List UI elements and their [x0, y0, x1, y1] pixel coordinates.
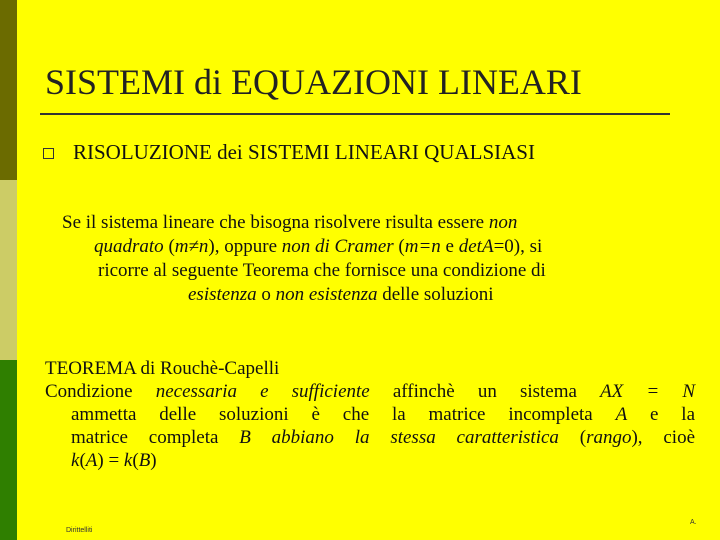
intro-text: (	[163, 236, 175, 257]
theorem-line-1	[45, 380, 695, 403]
intro-italic: m≠n	[174, 236, 209, 257]
intro-italic: non di Cramer	[281, 236, 394, 257]
intro-line-2	[62, 235, 690, 259]
theorem-line-2	[45, 403, 695, 426]
theorem-text: affinchè un sistema	[369, 381, 601, 402]
theorem-line-4	[45, 449, 695, 472]
theorem-text: matrice completa	[71, 427, 240, 448]
theorem-italic: AX = N	[600, 381, 695, 402]
theorem-italic: necessaria e sufficiente	[155, 381, 370, 402]
theorem-heading: TEOREMA di Rouchè-Capelli	[45, 358, 280, 379]
intro-line-4	[62, 283, 690, 307]
bullet-heading: RISOLUZIONE dei SISTEMI LINEARI QUALSIASI	[73, 140, 535, 164]
intro-paragraph	[62, 211, 690, 307]
theorem-text: ), cioè	[631, 427, 696, 448]
intro-text: (	[393, 236, 405, 257]
theorem-italic: A	[85, 450, 98, 471]
theorem-text: (	[132, 450, 139, 471]
theorem-italic: rango	[586, 427, 632, 448]
theorem-text: ) =	[97, 450, 124, 471]
intro-line-3: ricorre al seguente Teorema che fornisce una condizione di	[98, 260, 546, 281]
intro-italic: m=n	[404, 236, 441, 257]
intro-line-1	[62, 211, 690, 235]
left-strip-middle	[0, 180, 17, 360]
title-underline	[40, 113, 670, 115]
left-strip-top	[0, 0, 17, 180]
intro-text: Se il sistema lineare che bisogna risolvere risulta essere	[62, 212, 489, 233]
theorem-text: (	[558, 427, 587, 448]
intro-text: ), oppure	[208, 236, 282, 257]
theorem-line-3	[45, 426, 695, 449]
theorem-italic: B abbiano la stessa caratteristica	[239, 427, 559, 448]
theorem-text: )	[150, 450, 157, 471]
theorem-text: e la	[627, 404, 696, 425]
footer-mark: A.	[690, 519, 697, 526]
intro-text: e	[440, 236, 459, 257]
intro-italic: quadrato	[94, 236, 164, 257]
theorem-italic: B	[138, 450, 151, 471]
theorem-text: (	[79, 450, 86, 471]
theorem-block	[45, 357, 695, 472]
footer-author: Dirittelliti	[66, 527, 93, 534]
theorem-italic: k	[123, 450, 133, 471]
theorem-italic: A	[615, 404, 628, 425]
intro-text: delle soluzioni	[377, 284, 494, 305]
bullet-square-icon	[43, 148, 54, 159]
left-strip-bottom	[0, 360, 17, 540]
intro-text: =0), si	[493, 236, 543, 257]
theorem-text: Condizione	[45, 381, 156, 402]
slide-title: SISTEMI di EQUAZIONI LINEARI	[45, 62, 582, 102]
intro-text: o	[256, 284, 276, 305]
intro-italic: non esistenza	[275, 284, 378, 305]
intro-italic: esistenza	[188, 284, 257, 305]
intro-italic: non	[488, 212, 518, 233]
theorem-text: ammetta delle soluzioni è che la matrice incompleta	[71, 404, 616, 425]
intro-italic: detA	[458, 236, 494, 257]
theorem-italic: k	[71, 450, 80, 471]
